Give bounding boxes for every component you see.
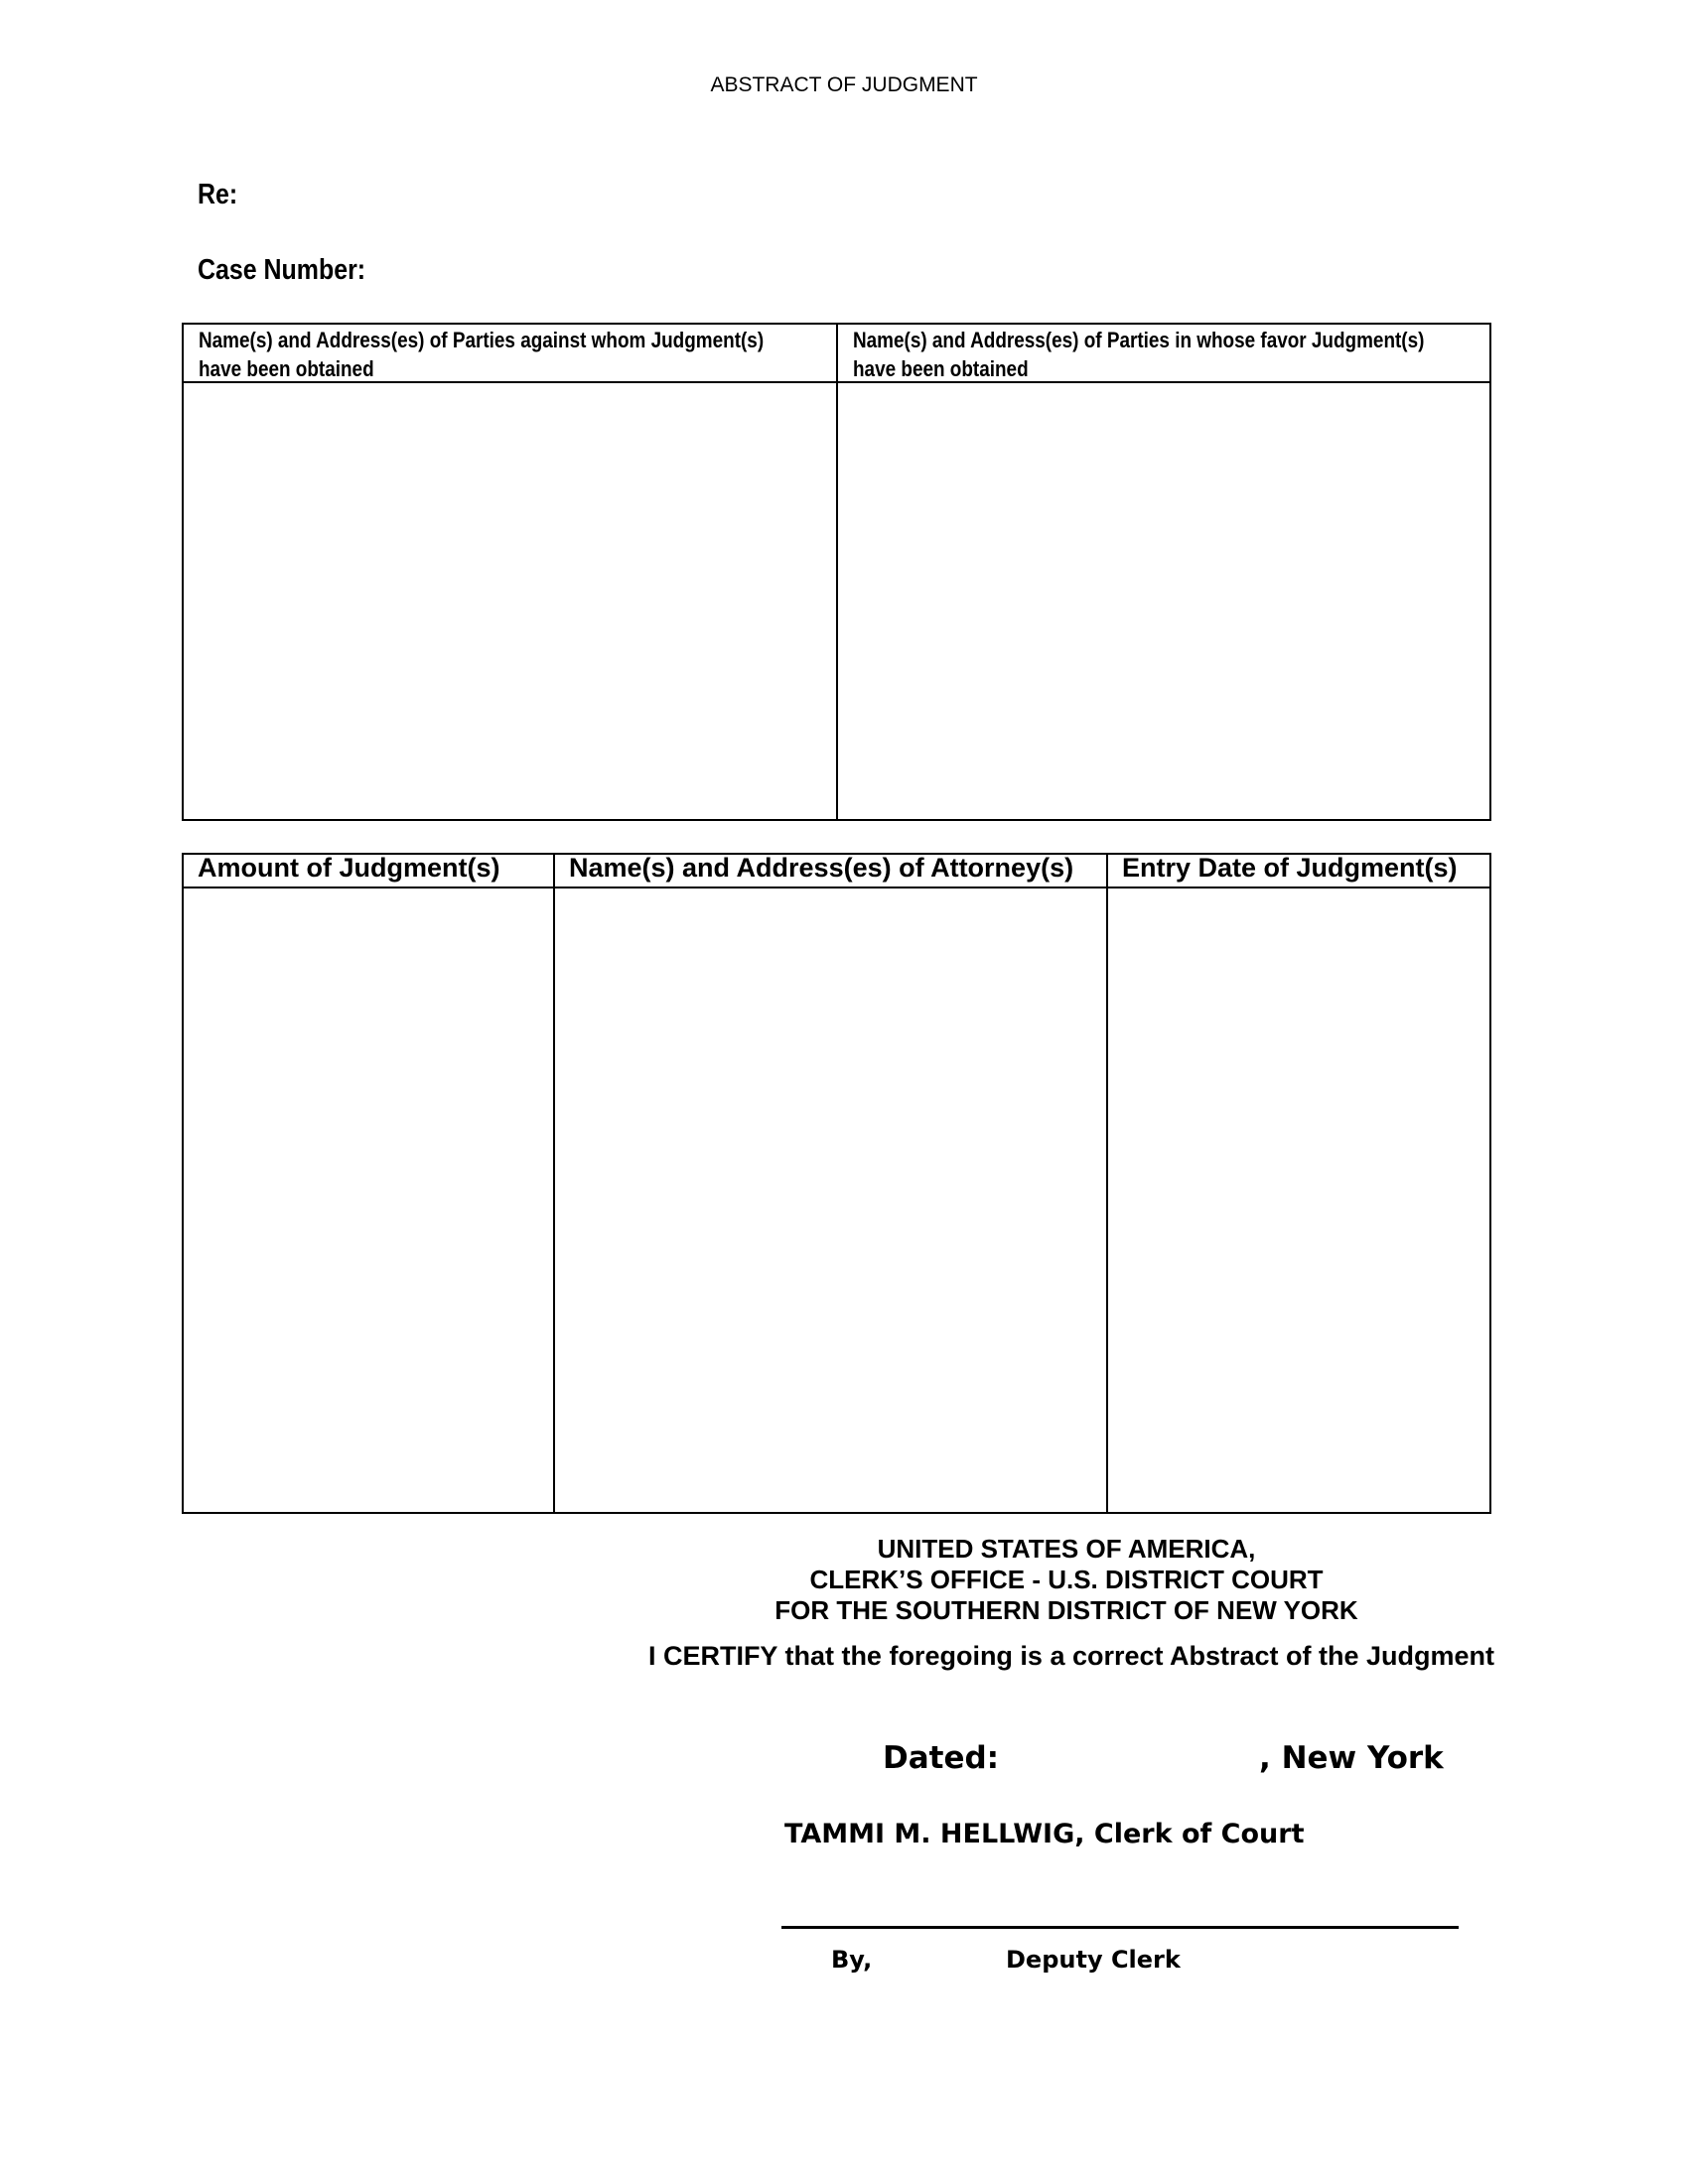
header-attorneys: Name(s) and Address(es) of Attorney(s) xyxy=(569,853,1074,883)
cert-line-1: UNITED STATES OF AMERICA, xyxy=(877,1534,1256,1564)
entry-date-cell[interactable] xyxy=(1108,888,1489,1512)
judgment-table xyxy=(182,853,1491,1514)
cert-line-3: FOR THE SOUTHERN DISTRICT OF NEW YORK xyxy=(774,1595,1358,1625)
header-parties-against: Name(s) and Address(es) of Parties against whom Judgment(s) have been obtained xyxy=(199,328,765,381)
document-title: ABSTRACT OF JUDGMENT xyxy=(710,73,978,96)
dated-label: Dated: xyxy=(883,1740,1000,1776)
re-label: Re: xyxy=(198,179,238,210)
parties-table xyxy=(182,323,1491,821)
amount-cell[interactable] xyxy=(184,888,553,1512)
deputy-clerk-label: Deputy Clerk xyxy=(1006,1946,1181,1974)
parties-against-cell[interactable] xyxy=(184,383,836,819)
cert-line-2: CLERK’S OFFICE - U.S. DISTRICT COURT xyxy=(809,1565,1324,1594)
case-number-label: Case Number: xyxy=(198,254,366,286)
re-field[interactable] xyxy=(258,179,1489,212)
header-amount: Amount of Judgment(s) xyxy=(198,853,500,883)
clerk-name: TAMMI M. HELLWIG, Clerk of Court xyxy=(784,1819,1305,1849)
certify-statement: I CERTIFY that the foregoing is a correct Abstract of the Judgment xyxy=(647,1641,1495,1671)
parties-in-favor-cell[interactable] xyxy=(838,383,1489,819)
signature-line[interactable] xyxy=(781,1926,1459,1929)
attorneys-cell[interactable] xyxy=(555,888,1106,1512)
header-parties-in-favor: Name(s) and Address(es) of Parties in whose favor Judgment(s) have been obtained xyxy=(853,328,1425,381)
by-label: By, xyxy=(831,1946,873,1974)
location-label: , New York xyxy=(1259,1740,1444,1776)
header-entry-date: Entry Date of Judgment(s) xyxy=(1122,853,1458,883)
case-number-field[interactable] xyxy=(377,254,1489,288)
dated-field[interactable] xyxy=(993,1740,1251,1778)
